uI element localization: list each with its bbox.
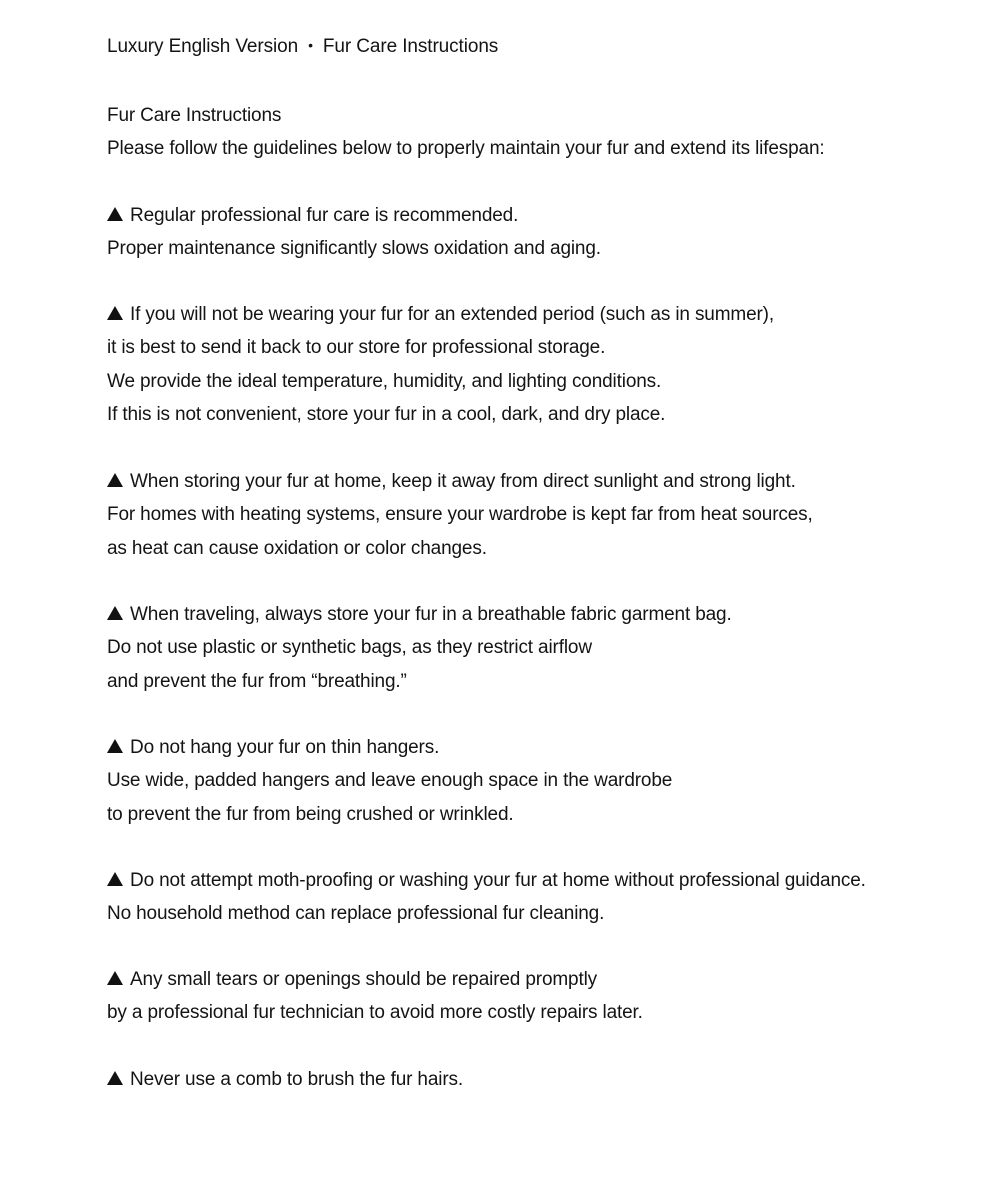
care-item-text: [107, 532, 813, 565]
care-item: [107, 864, 866, 931]
breadcrumb-separator: •: [308, 37, 313, 53]
triangle-bullet-icon: [107, 1071, 123, 1085]
care-item-heading: [107, 731, 672, 764]
care-item-line-text: Use wide, padded hangers and leave enough space in the wardrobe: [107, 770, 673, 792]
care-item-text: [107, 897, 866, 930]
care-item-text: [107, 498, 813, 531]
care-item: [107, 598, 732, 698]
care-item-line-text: No household method can replace professional fur cleaning.: [107, 903, 605, 925]
care-item-text: [107, 665, 732, 698]
care-item-text: [107, 398, 774, 431]
care-item: [107, 199, 601, 266]
page-subtitle: Please follow the guidelines below to properly maintain your fur and extend its lifespan:: [107, 138, 825, 160]
care-item-heading: [107, 598, 732, 631]
care-item: [107, 1063, 463, 1096]
care-item-heading: [107, 1063, 463, 1096]
breadcrumb-section: Fur Care Instructions: [322, 36, 499, 57]
care-item-line-text: and prevent the fur from “breathing.”: [107, 670, 407, 692]
care-item-line-text: Never use a comb to brush the fur hairs.: [130, 1069, 463, 1090]
care-item-line-text: Do not use plastic or synthetic bags, as they restrict airflow: [107, 637, 592, 659]
care-item-line-text: Do not attempt moth-proofing or washing your fur at home without professional guidance.: [130, 870, 866, 891]
care-item-text: [107, 365, 774, 398]
care-item-text: [107, 798, 672, 831]
care-item-line-text: Do not hang your fur on thin hangers.: [130, 737, 440, 758]
care-item-line-text: as heat can cause oxidation or color changes.: [107, 537, 487, 559]
care-item-heading: [107, 864, 866, 897]
triangle-bullet-icon: [107, 739, 123, 753]
care-item: [107, 963, 643, 1030]
triangle-bullet-icon: [107, 306, 123, 320]
care-item-line-text: When traveling, always store your fur in a breathable fabric garment bag.: [130, 604, 732, 625]
care-item-text: [107, 764, 672, 797]
care-item-line-text: If you will not be wearing your fur for an extended period (such as in summer),: [130, 304, 774, 325]
care-item-line-text: it is best to send it back to our store for professional storage.: [107, 337, 606, 359]
care-item: [107, 298, 774, 431]
breadcrumb-version: Luxury English Version: [107, 36, 299, 57]
triangle-bullet-icon: [107, 207, 123, 221]
care-item-heading: [107, 963, 643, 996]
care-item-text: [107, 331, 774, 364]
care-item-heading: [107, 465, 813, 498]
care-item-line-text: Any small tears or openings should be repaired promptly: [130, 969, 598, 990]
care-item: [107, 731, 672, 831]
triangle-bullet-icon: [107, 872, 123, 886]
care-item-line-text: We provide the ideal temperature, humidity, and lighting conditions.: [107, 370, 662, 392]
triangle-bullet-icon: [107, 971, 123, 985]
care-item-line-text: Regular professional fur care is recommended.: [130, 205, 519, 226]
care-item-line-text: When storing your fur at home, keep it away from direct sunlight and strong light.: [130, 471, 796, 492]
care-item-line-text: For homes with heating systems, ensure your wardrobe is kept far from heat sources,: [107, 504, 813, 526]
triangle-bullet-icon: [107, 473, 123, 487]
care-item-text: [107, 631, 732, 664]
care-item-text: [107, 996, 643, 1029]
care-item-line-text: to prevent the fur from being crushed or wrinkled.: [107, 803, 514, 825]
care-item-line-text: If this is not convenient, store your fur in a cool, dark, and dry place.: [107, 403, 666, 425]
triangle-bullet-icon: [107, 606, 123, 620]
care-item-heading: [107, 298, 774, 331]
page-title: Fur Care Instructions: [107, 105, 282, 126]
care-item-line-text: by a professional fur technician to avoid more costly repairs later.: [107, 1002, 643, 1024]
care-item-line-text: Proper maintenance significantly slows oxidation and aging.: [107, 238, 601, 260]
care-item-text: [107, 232, 601, 265]
care-item-heading: [107, 199, 601, 232]
care-item: [107, 465, 813, 565]
breadcrumb: [107, 33, 498, 59]
intro-block: [107, 99, 825, 166]
